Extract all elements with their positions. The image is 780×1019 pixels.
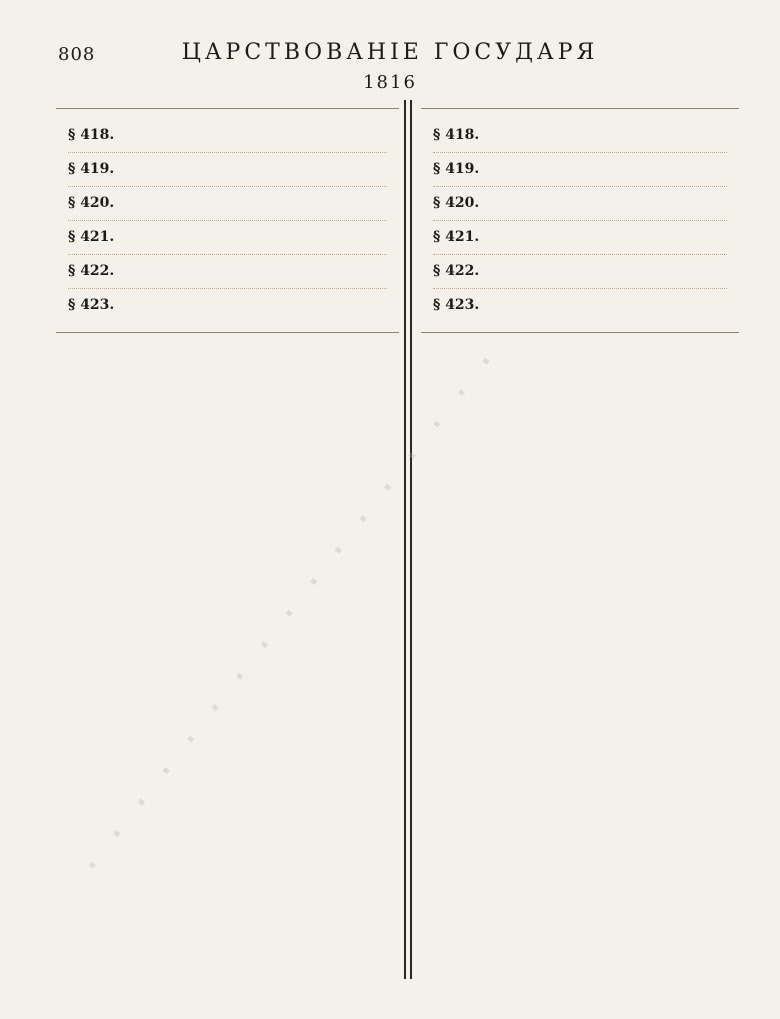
- russian-section: § 423.: [68, 297, 115, 313]
- russian-column: [50, 100, 405, 979]
- column-divider-right: [410, 100, 412, 979]
- german-section: § 421.: [433, 221, 727, 255]
- german-section: § 420.: [433, 187, 727, 221]
- german-section-list: [433, 119, 727, 322]
- russian-summary: [56, 108, 399, 333]
- russian-section: § 418.: [68, 119, 387, 153]
- russian-section: § 421.: [68, 221, 387, 255]
- russian-section: § 422.: [68, 255, 387, 289]
- german-section: § 418.: [433, 119, 727, 153]
- german-column: [415, 100, 745, 979]
- german-summary: [421, 108, 739, 333]
- german-section: § 419.: [433, 153, 727, 187]
- page-number: 808: [58, 44, 96, 65]
- page-year: 1816: [363, 72, 417, 93]
- russian-section: § 420.: [68, 187, 387, 221]
- russian-section: § 419.: [68, 153, 387, 187]
- german-section: § 423.: [433, 297, 480, 313]
- running-head: ЦАРСТВОВАНІЕ ГОСУДАРЯ: [181, 40, 599, 65]
- russian-section-list: [68, 119, 387, 322]
- watermark-text: · · · · · · · · · · · · · · · · ·: [68, 335, 515, 887]
- german-section: § 422.: [433, 255, 727, 289]
